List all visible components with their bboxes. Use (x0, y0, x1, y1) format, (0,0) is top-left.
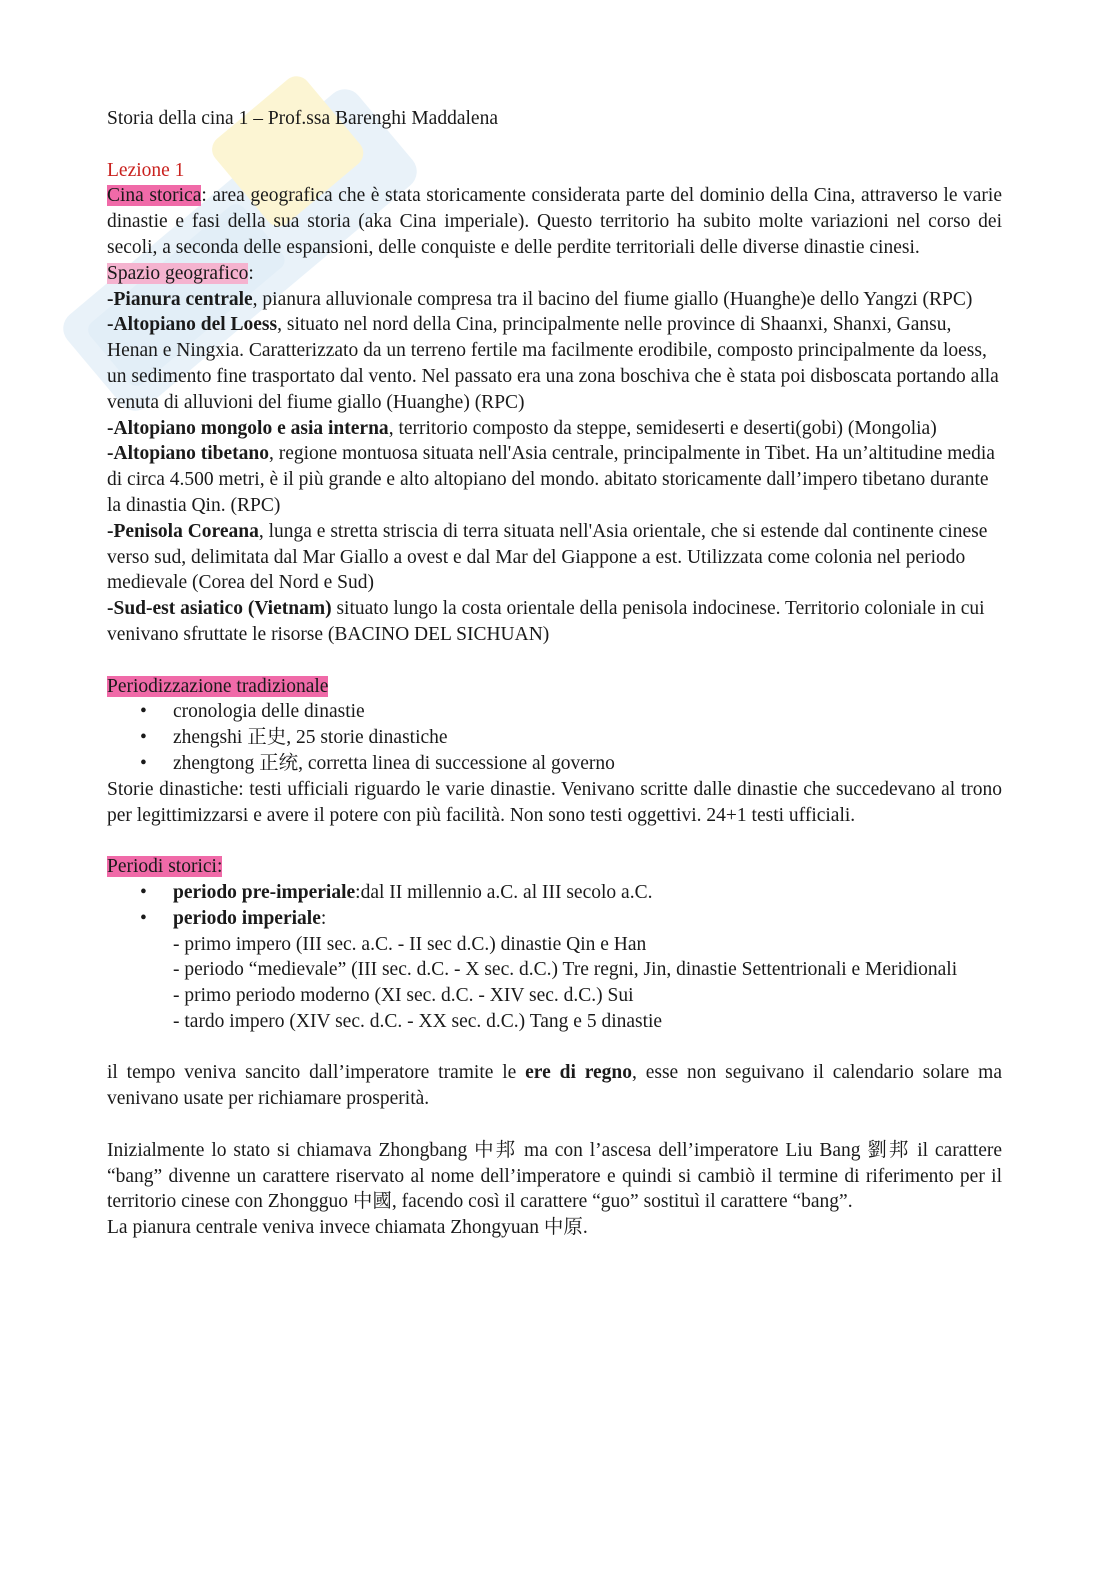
region-item (107, 287, 1002, 313)
ere-di-regno-paragraph: il tempo veniva sancito dall’imperatore tramite le ere di regno, esse non seguivano il calendario solare ma venivano usate per richiamare prosperità. (107, 1062, 1002, 1110)
bullet-icon: • (140, 881, 147, 903)
region-text: situato lungo la costa orientale della penisola indocinese. Territorio coloniale in cui venivano sfruttate le risorse (BACINO DEL SICHUAN) (107, 598, 985, 645)
region-name: -Sud-est asiatico (Vietnam) (107, 598, 332, 620)
bullet-icon: • (140, 752, 147, 774)
region-text: , regione montuosa situata nell'Asia centrale, principalmente in Tibet. Ha un’altitudine media di circa 4.500 metri, è il più grande e alto altopiano del mondo. abitato storicamente dall’impero tibetano durante la dinastia Qin. (RPC) (107, 443, 995, 516)
spazio-geografico-heading: Spazio geografico: (107, 262, 254, 284)
list-item: • periodo imperiale: (107, 906, 1002, 932)
storie-dinastiche-paragraph: Storie dinastiche: testi ufficiali riguardo le varie dinastie. Venivano scritte dalle dinastie che succedevano al trono per legittimizzarsi e avere il potere con più facilità. Non sono testi oggettivi. 24+1 testi ufficiali. (107, 778, 1002, 826)
list-item: • cronologia delle dinastie (107, 699, 1002, 725)
bullet-icon: • (140, 701, 147, 723)
region-name: -Altopiano mongolo e asia interna (107, 417, 389, 439)
sub-period-item: - primo impero (III sec. a.C. - II sec d.C.) dinastie Qin e Han (173, 933, 647, 955)
region-text: , pianura alluvionale compresa tra il bacino del fiume giallo (Huanghe)e dello Yangzi (RPC) (252, 288, 973, 310)
periodizzazione-heading (107, 674, 1002, 700)
cina-storica-term: Cina storica (107, 185, 202, 207)
sub-period-item: - periodo “medievale” (III sec. d.C. - X sec. d.C.) Tre regni, Jin, dinastie Settentrionali e Meridionali (173, 959, 958, 981)
spazio-geografico-term: Spazio geografico (107, 262, 249, 284)
sub-period-item: - primo periodo moderno (XI sec. d.C. - XIV sec. d.C.) Sui (173, 985, 634, 1007)
list-item: • zhengshi 正史, 25 storie dinastiche (107, 725, 1002, 751)
sub-period-item: - tardo impero (XIV sec. d.C. - XX sec. d.C.) Tang e 5 dinastie (173, 1010, 663, 1032)
periodizzazione-term: Periodizzazione tradizionale (107, 675, 329, 697)
document-page (107, 106, 1002, 1241)
region-item (107, 441, 1002, 518)
periodi-list (107, 880, 1002, 932)
region-name: -Altopiano tibetano (107, 443, 269, 465)
periodizzazione-list (107, 699, 1002, 776)
lesson-heading: Lezione 1 (107, 159, 185, 181)
region-name: -Altopiano del Loess (107, 314, 278, 336)
region-text: , lunga e stretta striscia di terra situata nell'Asia orientale, che si estende dal continente cinese verso sud, delimitata dal Mar Giallo a ovest e dal Mar del Giappone a est. Utilizzata come colonia nel periodo medievale (Corea del Nord e Sud) (107, 520, 988, 594)
cina-storica-paragraph (107, 183, 1002, 260)
region-item (107, 312, 1002, 415)
periodi-storici-heading (107, 854, 1002, 880)
region-item (107, 519, 1002, 596)
cina-storica-text: : area geografica che è stata storicamente considerata parte del dominio della Cina, attraverso le varie dinastie e fasi della sua storia (aka Cina imperiale). Questo territorio ha subito molte variazioni nel corso dei secoli, a seconda delle espansioni, delle conquiste e delle perdite territoriali delle diverse dinastie cinesi. (107, 185, 1002, 258)
nome-paragraph: Inizialmente lo stato si chiamava Zhongbang 中邦 ma con l’ascesa dell’imperatore Liu Bang 劉邦 il carattere “bang” divenne un carattere riservato al nome dell’imperatore e quindi si cambiò il termine di riferimento per il territorio cinese con Zhongguo 中國, facendo così il carattere “guo” sostituì il carattere “bang”. (107, 1139, 1002, 1213)
ere-di-regno-term: ere di regno (525, 1062, 633, 1084)
region-item (107, 416, 1002, 442)
region-text: , territorio composto da steppe, semideserti e deserti(gobi) (Mongolia) (388, 417, 937, 439)
periodi-storici-term: Periodi storici: (107, 856, 223, 878)
bullet-icon: • (140, 727, 147, 749)
bullet-icon: • (140, 907, 147, 929)
region-item (107, 596, 1002, 648)
list-item: • periodo pre-imperiale:dal II millennio a.C. al III secolo a.C. (107, 880, 1002, 906)
document-title: Storia della cina 1 – Prof.ssa Barenghi Maddalena (107, 108, 498, 129)
region-name: -Penisola Coreana (107, 520, 259, 542)
region-name: -Pianura centrale (107, 288, 253, 310)
region-text: , situato nel nord della Cina, principalmente nelle province di Shaanxi, Shanxi, Gansu, Henan e Ningxia. Caratterizzato da un terreno fertile ma facilmente erodibile, composto principalmente da loess, un sedimento fine trasportato dal vento. Nel passato era una zona boschiva che è stata poi disboscata portando alla venuta di alluvioni del fiume giallo (Huanghe) (RPC) (107, 314, 999, 413)
pianura-paragraph: La pianura centrale veniva invece chiamata Zhongyuan 中原. (107, 1217, 588, 1239)
list-item: • zhengtong 正统, corretta linea di successione al governo (107, 751, 1002, 777)
